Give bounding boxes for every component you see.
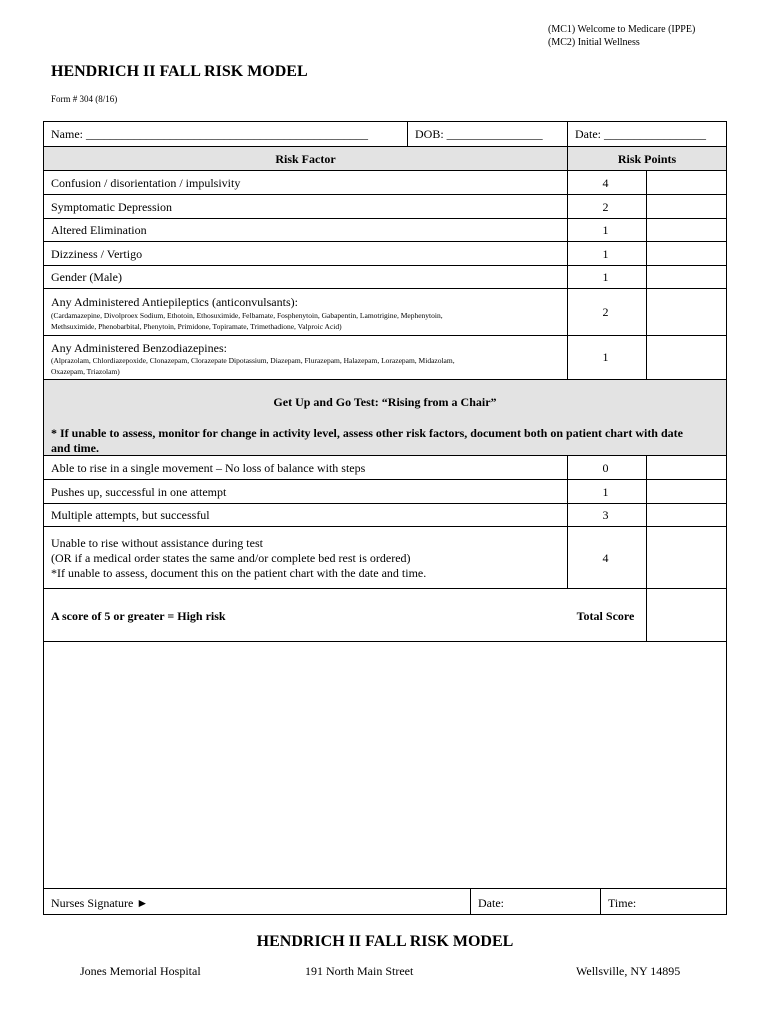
drug-list-line-2: Oxazepam, Triazolam) <box>51 367 120 376</box>
table-row <box>44 266 726 289</box>
risk-factor: Dizziness / Vertigo <box>51 247 143 261</box>
drug-list-line-1: (Alprazolam, Chlordiazepoxide, Clonazepam, Clorazepate Dipotassium, Diazepam, Flurazepam, Halazepam, Lorazepam, Midazolam, <box>51 356 455 365</box>
risk-factor: Able to rise in a single movement – No loss of balance with steps <box>51 461 366 475</box>
high-risk-note: A score of 5 or greater = High risk <box>51 609 226 623</box>
dob-cell <box>407 122 567 146</box>
sig-time-cell <box>600 889 726 915</box>
risk-points: 1 <box>602 223 609 237</box>
score-input-cell[interactable] <box>646 456 726 479</box>
signature-row <box>44 888 726 915</box>
form-number: Form # 304 (8/16) <box>51 94 118 104</box>
notes-area[interactable] <box>44 642 726 888</box>
points-header-cell <box>567 147 726 170</box>
score-input-cell[interactable] <box>646 219 726 241</box>
risk-points: 2 <box>602 200 609 214</box>
score-input-cell[interactable] <box>646 266 726 288</box>
score-input-cell[interactable] <box>646 504 726 526</box>
footer-address: 191 North Main Street <box>305 964 414 978</box>
table-row <box>44 504 726 527</box>
page-title: HENDRICH II FALL RISK MODEL <box>51 63 308 80</box>
risk-points: 0 <box>602 461 609 475</box>
total-score-label: Total Score <box>576 609 635 623</box>
score-input-cell[interactable] <box>646 527 726 588</box>
footer-hospital: Jones Memorial Hospital <box>80 964 201 978</box>
footer-title: HENDRICH II FALL RISK MODEL <box>256 933 514 950</box>
risk-points: 3 <box>602 508 609 522</box>
table-row <box>44 456 726 480</box>
score-input-cell[interactable] <box>646 171 726 194</box>
risk-factor: Symptomatic Depression <box>51 200 172 214</box>
total-score-row <box>44 589 726 642</box>
patient-info-row <box>44 122 726 147</box>
risk-points: 1 <box>602 485 609 499</box>
table-row-antiepileptics <box>44 289 726 336</box>
signature-time-field[interactable]: Time: <box>608 896 637 910</box>
risk-factor: Pushes up, successful in one attempt <box>51 485 227 499</box>
total-score-input[interactable] <box>646 589 726 641</box>
get-up-go-title: Get Up and Go Test: “Rising from a Chair” <box>273 395 497 409</box>
risk-factor: Any Administered Benzodiazepines: <box>51 341 227 355</box>
form-code-note <box>548 23 695 49</box>
get-up-go-header <box>44 380 726 456</box>
nurses-signature-field[interactable]: Nurses Signature ► <box>51 896 149 910</box>
risk-points: 2 <box>602 305 609 319</box>
score-input-cell[interactable] <box>646 336 726 379</box>
risk-factor: Confusion / disorientation / impulsivity <box>51 176 241 190</box>
unable-line-1: Unable to rise without assistance during test <box>51 536 263 550</box>
score-input-cell[interactable] <box>646 480 726 503</box>
dob-field[interactable]: DOB: ________________ <box>415 127 543 141</box>
table-row <box>44 242 726 266</box>
table-header <box>44 147 726 171</box>
risk-points: 1 <box>602 270 609 284</box>
table-row <box>44 195 726 219</box>
date-field[interactable]: Date: _________________ <box>575 127 706 141</box>
risk-points: 1 <box>602 350 609 364</box>
name-field[interactable]: Name: _______________________________________________ <box>51 127 368 141</box>
col-risk-factor: Risk Factor <box>275 152 336 166</box>
table-row-benzodiazepines <box>44 336 726 380</box>
risk-form <box>43 121 727 915</box>
drug-list-line-2: Methsuximide, Phenobarbital, Phenytoin, Primidone, Topiramate, Trimethadione, Valproic Acid) <box>51 322 342 331</box>
signature-date-field[interactable]: Date: <box>478 896 504 910</box>
risk-factor: Multiple attempts, but successful <box>51 508 210 522</box>
risk-factor: Altered Elimination <box>51 223 147 237</box>
table-row <box>44 480 726 504</box>
note-line-1: (MC1) Welcome to Medicare (IPPE) <box>548 24 696 35</box>
score-input-cell[interactable] <box>646 242 726 265</box>
risk-points: 1 <box>602 247 609 261</box>
table-row <box>44 171 726 195</box>
col-risk-points: Risk Points <box>617 152 677 166</box>
note-line-2: (MC2) Initial Wellness <box>548 37 640 48</box>
date-cell <box>567 122 726 146</box>
risk-factor: Any Administered Antiepileptics (anticonvulsants): <box>51 295 298 309</box>
get-up-go-note-2: and time. <box>51 441 99 455</box>
unable-line-2: (OR if a medical order states the same and/or complete bed rest is ordered) <box>51 551 411 565</box>
footer-city: Wellsville, NY 14895 <box>576 964 681 978</box>
score-input-cell[interactable] <box>646 195 726 218</box>
score-input-cell[interactable] <box>646 289 726 335</box>
risk-factor: Gender (Male) <box>51 270 122 284</box>
sig-date-cell <box>470 889 600 915</box>
drug-list-line-1: (Cardamazepine, Divolproex Sodium, Ethotoin, Ethosuximide, Felbamate, Fosphenytoin, Gabapentin, Lamotrigine, Mephenytoin, <box>51 311 443 320</box>
unable-line-3: *If unable to assess, document this on the patient chart with the date and time. <box>51 566 427 580</box>
table-row <box>44 219 726 242</box>
risk-points: 4 <box>602 176 609 190</box>
risk-points: 4 <box>602 551 609 565</box>
get-up-go-note-1: * If unable to assess, monitor for change in activity level, assess other risk factors, document both on patient chart with date <box>51 426 683 440</box>
table-row-unable-to-rise <box>44 527 726 589</box>
